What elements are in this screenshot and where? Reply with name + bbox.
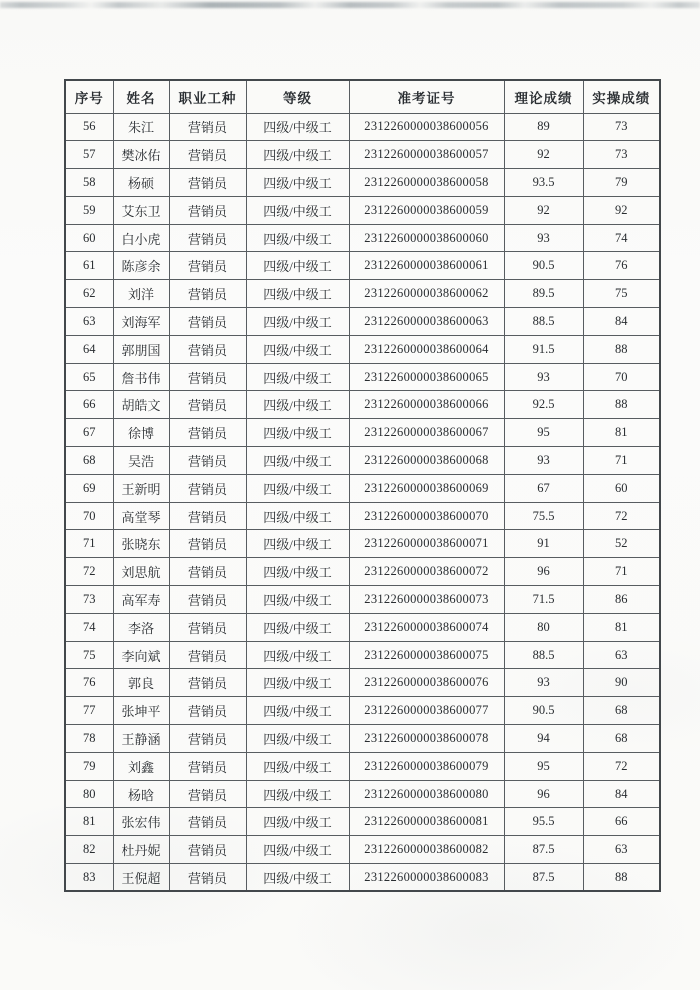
- cell-theory-score: 92.5: [504, 391, 583, 419]
- cell-seq: 57: [65, 141, 113, 169]
- cell-occupation: 营销员: [169, 335, 246, 363]
- cell-name: 艾东卫: [113, 196, 169, 224]
- cell-theory-score: 87.5: [504, 836, 583, 864]
- cell-ticket-number: 2312260000038600078: [349, 725, 504, 753]
- cell-ticket-number: 2312260000038600069: [349, 474, 504, 502]
- cell-name: 王倪超: [113, 864, 169, 892]
- cell-seq: 73: [65, 586, 113, 614]
- cell-practical-score: 76: [583, 252, 660, 280]
- cell-occupation: 营销员: [169, 641, 246, 669]
- cell-theory-score: 75.5: [504, 502, 583, 530]
- cell-ticket-number: 2312260000038600068: [349, 447, 504, 475]
- cell-level: 四级/中级工: [246, 447, 349, 475]
- table-row: [65, 530, 660, 558]
- cell-level: 四级/中级工: [246, 864, 349, 892]
- cell-ticket-number: 2312260000038600065: [349, 363, 504, 391]
- table-row: [65, 697, 660, 725]
- cell-occupation: 营销员: [169, 252, 246, 280]
- cell-level: 四级/中级工: [246, 169, 349, 197]
- cell-practical-score: 52: [583, 530, 660, 558]
- cell-level: 四级/中级工: [246, 363, 349, 391]
- cell-level: 四级/中级工: [246, 530, 349, 558]
- cell-occupation: 营销员: [169, 196, 246, 224]
- cell-level: 四级/中级工: [246, 224, 349, 252]
- cell-practical-score: 70: [583, 363, 660, 391]
- cell-theory-score: 91: [504, 530, 583, 558]
- cell-occupation: 营销员: [169, 141, 246, 169]
- cell-practical-score: 84: [583, 780, 660, 808]
- cell-occupation: 营销员: [169, 697, 246, 725]
- cell-level: 四级/中级工: [246, 586, 349, 614]
- col-header-seq: 序号: [65, 80, 113, 113]
- col-header-theory: 理论成绩: [504, 80, 583, 113]
- cell-ticket-number: 2312260000038600071: [349, 530, 504, 558]
- cell-level: 四级/中级工: [246, 641, 349, 669]
- cell-name: 李向斌: [113, 641, 169, 669]
- table-row: [65, 586, 660, 614]
- cell-ticket-number: 2312260000038600063: [349, 308, 504, 336]
- cell-practical-score: 74: [583, 224, 660, 252]
- cell-occupation: 营销员: [169, 280, 246, 308]
- col-header-practical: 实操成绩: [583, 80, 660, 113]
- cell-occupation: 营销员: [169, 780, 246, 808]
- cell-theory-score: 95: [504, 752, 583, 780]
- cell-seq: 60: [65, 224, 113, 252]
- table-row: [65, 752, 660, 780]
- cell-occupation: 营销员: [169, 308, 246, 336]
- cell-ticket-number: 2312260000038600064: [349, 335, 504, 363]
- cell-level: 四级/中级工: [246, 252, 349, 280]
- cell-seq: 64: [65, 335, 113, 363]
- cell-name: 张坤平: [113, 697, 169, 725]
- cell-theory-score: 90.5: [504, 697, 583, 725]
- cell-name: 杨晗: [113, 780, 169, 808]
- cell-practical-score: 72: [583, 502, 660, 530]
- cell-seq: 78: [65, 725, 113, 753]
- cell-ticket-number: 2312260000038600056: [349, 113, 504, 141]
- cell-level: 四级/中级工: [246, 196, 349, 224]
- table-row: [65, 141, 660, 169]
- cell-practical-score: 92: [583, 196, 660, 224]
- cell-occupation: 营销员: [169, 113, 246, 141]
- cell-ticket-number: 2312260000038600070: [349, 502, 504, 530]
- cell-name: 李洛: [113, 613, 169, 641]
- cell-ticket-number: 2312260000038600072: [349, 558, 504, 586]
- cell-level: 四级/中级工: [246, 113, 349, 141]
- cell-level: 四级/中级工: [246, 280, 349, 308]
- table-row: [65, 836, 660, 864]
- cell-level: 四级/中级工: [246, 752, 349, 780]
- table-row: [65, 224, 660, 252]
- table-body: [65, 113, 660, 891]
- cell-ticket-number: 2312260000038600062: [349, 280, 504, 308]
- cell-practical-score: 81: [583, 613, 660, 641]
- table-row: [65, 725, 660, 753]
- cell-ticket-number: 2312260000038600061: [349, 252, 504, 280]
- cell-level: 四级/中级工: [246, 419, 349, 447]
- cell-seq: 72: [65, 558, 113, 586]
- cell-level: 四级/中级工: [246, 502, 349, 530]
- cell-level: 四级/中级工: [246, 308, 349, 336]
- cell-name: 王静涵: [113, 725, 169, 753]
- header-row: [65, 80, 660, 113]
- cell-name: 高军寿: [113, 586, 169, 614]
- cell-name: 刘洋: [113, 280, 169, 308]
- cell-theory-score: 89: [504, 113, 583, 141]
- cell-practical-score: 86: [583, 586, 660, 614]
- cell-ticket-number: 2312260000038600073: [349, 586, 504, 614]
- exam-score-table: [64, 79, 661, 892]
- cell-seq: 69: [65, 474, 113, 502]
- cell-occupation: 营销员: [169, 613, 246, 641]
- table-row: [65, 613, 660, 641]
- cell-theory-score: 94: [504, 725, 583, 753]
- table-row: [65, 363, 660, 391]
- table-row: [65, 808, 660, 836]
- cell-practical-score: 73: [583, 113, 660, 141]
- cell-occupation: 营销员: [169, 586, 246, 614]
- cell-seq: 81: [65, 808, 113, 836]
- cell-ticket-number: 2312260000038600080: [349, 780, 504, 808]
- cell-name: 刘思航: [113, 558, 169, 586]
- cell-name: 杜丹妮: [113, 836, 169, 864]
- cell-ticket-number: 2312260000038600075: [349, 641, 504, 669]
- table-row: [65, 335, 660, 363]
- cell-occupation: 营销员: [169, 725, 246, 753]
- col-header-ticket: 准考证号: [349, 80, 504, 113]
- cell-level: 四级/中级工: [246, 558, 349, 586]
- cell-practical-score: 84: [583, 308, 660, 336]
- cell-occupation: 营销员: [169, 752, 246, 780]
- cell-name: 陈彦余: [113, 252, 169, 280]
- cell-name: 郭良: [113, 669, 169, 697]
- table-row: [65, 169, 660, 197]
- cell-theory-score: 95: [504, 419, 583, 447]
- cell-level: 四级/中级工: [246, 335, 349, 363]
- cell-level: 四级/中级工: [246, 808, 349, 836]
- col-header-job: 职业工种: [169, 80, 246, 113]
- col-header-name: 姓名: [113, 80, 169, 113]
- cell-name: 张晓东: [113, 530, 169, 558]
- cell-seq: 56: [65, 113, 113, 141]
- cell-occupation: 营销员: [169, 224, 246, 252]
- cell-practical-score: 75: [583, 280, 660, 308]
- cell-practical-score: 63: [583, 836, 660, 864]
- cell-name: 樊冰佑: [113, 141, 169, 169]
- cell-occupation: 营销员: [169, 419, 246, 447]
- cell-theory-score: 89.5: [504, 280, 583, 308]
- cell-occupation: 营销员: [169, 502, 246, 530]
- cell-level: 四级/中级工: [246, 391, 349, 419]
- cell-occupation: 营销员: [169, 474, 246, 502]
- table-header: [65, 80, 660, 113]
- cell-level: 四级/中级工: [246, 474, 349, 502]
- table-row: [65, 864, 660, 892]
- cell-name: 胡皓文: [113, 391, 169, 419]
- cell-seq: 62: [65, 280, 113, 308]
- cell-occupation: 营销员: [169, 836, 246, 864]
- cell-theory-score: 92: [504, 141, 583, 169]
- cell-theory-score: 90.5: [504, 252, 583, 280]
- cell-practical-score: 88: [583, 864, 660, 892]
- cell-practical-score: 81: [583, 419, 660, 447]
- cell-ticket-number: 2312260000038600083: [349, 864, 504, 892]
- cell-ticket-number: 2312260000038600079: [349, 752, 504, 780]
- cell-theory-score: 80: [504, 613, 583, 641]
- cell-theory-score: 96: [504, 558, 583, 586]
- cell-level: 四级/中级工: [246, 141, 349, 169]
- cell-occupation: 营销员: [169, 808, 246, 836]
- cell-theory-score: 95.5: [504, 808, 583, 836]
- cell-level: 四级/中级工: [246, 836, 349, 864]
- cell-seq: 63: [65, 308, 113, 336]
- cell-theory-score: 93: [504, 363, 583, 391]
- cell-occupation: 营销员: [169, 447, 246, 475]
- cell-ticket-number: 2312260000038600058: [349, 169, 504, 197]
- cell-theory-score: 93: [504, 669, 583, 697]
- table-row: [65, 447, 660, 475]
- cell-seq: 76: [65, 669, 113, 697]
- cell-name: 刘鑫: [113, 752, 169, 780]
- cell-practical-score: 73: [583, 141, 660, 169]
- cell-practical-score: 90: [583, 669, 660, 697]
- cell-name: 杨硕: [113, 169, 169, 197]
- table-row: [65, 502, 660, 530]
- cell-name: 朱江: [113, 113, 169, 141]
- table-row: [65, 252, 660, 280]
- cell-seq: 68: [65, 447, 113, 475]
- cell-seq: 61: [65, 252, 113, 280]
- scan-artifact-top-edge: [0, 2, 700, 8]
- cell-practical-score: 71: [583, 447, 660, 475]
- cell-occupation: 营销员: [169, 669, 246, 697]
- cell-seq: 74: [65, 613, 113, 641]
- cell-ticket-number: 2312260000038600060: [349, 224, 504, 252]
- cell-theory-score: 88.5: [504, 641, 583, 669]
- cell-seq: 59: [65, 196, 113, 224]
- cell-seq: 58: [65, 169, 113, 197]
- cell-ticket-number: 2312260000038600057: [349, 141, 504, 169]
- cell-ticket-number: 2312260000038600082: [349, 836, 504, 864]
- cell-occupation: 营销员: [169, 391, 246, 419]
- cell-ticket-number: 2312260000038600077: [349, 697, 504, 725]
- cell-practical-score: 88: [583, 335, 660, 363]
- table-row: [65, 669, 660, 697]
- cell-seq: 65: [65, 363, 113, 391]
- cell-seq: 82: [65, 836, 113, 864]
- cell-theory-score: 91.5: [504, 335, 583, 363]
- cell-seq: 70: [65, 502, 113, 530]
- cell-theory-score: 93: [504, 224, 583, 252]
- cell-practical-score: 68: [583, 697, 660, 725]
- cell-practical-score: 60: [583, 474, 660, 502]
- table-row: [65, 196, 660, 224]
- cell-level: 四级/中级工: [246, 697, 349, 725]
- cell-name: 徐博: [113, 419, 169, 447]
- cell-ticket-number: 2312260000038600059: [349, 196, 504, 224]
- table-row: [65, 474, 660, 502]
- cell-name: 高堂琴: [113, 502, 169, 530]
- cell-name: 郭朋国: [113, 335, 169, 363]
- cell-theory-score: 88.5: [504, 308, 583, 336]
- cell-practical-score: 88: [583, 391, 660, 419]
- cell-name: 张宏伟: [113, 808, 169, 836]
- cell-level: 四级/中级工: [246, 613, 349, 641]
- cell-name: 詹书伟: [113, 363, 169, 391]
- cell-practical-score: 66: [583, 808, 660, 836]
- cell-theory-score: 93: [504, 447, 583, 475]
- table-row: [65, 280, 660, 308]
- cell-seq: 66: [65, 391, 113, 419]
- table-row: [65, 641, 660, 669]
- cell-ticket-number: 2312260000038600067: [349, 419, 504, 447]
- cell-theory-score: 87.5: [504, 864, 583, 892]
- cell-ticket-number: 2312260000038600076: [349, 669, 504, 697]
- table-row: [65, 780, 660, 808]
- cell-practical-score: 71: [583, 558, 660, 586]
- cell-name: 白小虎: [113, 224, 169, 252]
- cell-name: 吴浩: [113, 447, 169, 475]
- table-row: [65, 391, 660, 419]
- cell-seq: 77: [65, 697, 113, 725]
- cell-practical-score: 68: [583, 725, 660, 753]
- cell-practical-score: 63: [583, 641, 660, 669]
- cell-theory-score: 96: [504, 780, 583, 808]
- cell-ticket-number: 2312260000038600081: [349, 808, 504, 836]
- cell-ticket-number: 2312260000038600066: [349, 391, 504, 419]
- cell-ticket-number: 2312260000038600074: [349, 613, 504, 641]
- cell-seq: 80: [65, 780, 113, 808]
- cell-practical-score: 72: [583, 752, 660, 780]
- cell-seq: 71: [65, 530, 113, 558]
- cell-seq: 67: [65, 419, 113, 447]
- table-row: [65, 558, 660, 586]
- cell-name: 刘海军: [113, 308, 169, 336]
- cell-seq: 75: [65, 641, 113, 669]
- cell-occupation: 营销员: [169, 864, 246, 892]
- cell-level: 四级/中级工: [246, 669, 349, 697]
- cell-level: 四级/中级工: [246, 725, 349, 753]
- cell-theory-score: 93.5: [504, 169, 583, 197]
- cell-occupation: 营销员: [169, 530, 246, 558]
- table-row: [65, 419, 660, 447]
- cell-theory-score: 67: [504, 474, 583, 502]
- cell-theory-score: 92: [504, 196, 583, 224]
- cell-level: 四级/中级工: [246, 780, 349, 808]
- cell-practical-score: 79: [583, 169, 660, 197]
- cell-seq: 79: [65, 752, 113, 780]
- cell-seq: 83: [65, 864, 113, 892]
- cell-name: 王新明: [113, 474, 169, 502]
- col-header-level: 等级: [246, 80, 349, 113]
- cell-occupation: 营销员: [169, 558, 246, 586]
- table-row: [65, 113, 660, 141]
- cell-occupation: 营销员: [169, 363, 246, 391]
- cell-occupation: 营销员: [169, 169, 246, 197]
- table-row: [65, 308, 660, 336]
- cell-theory-score: 71.5: [504, 586, 583, 614]
